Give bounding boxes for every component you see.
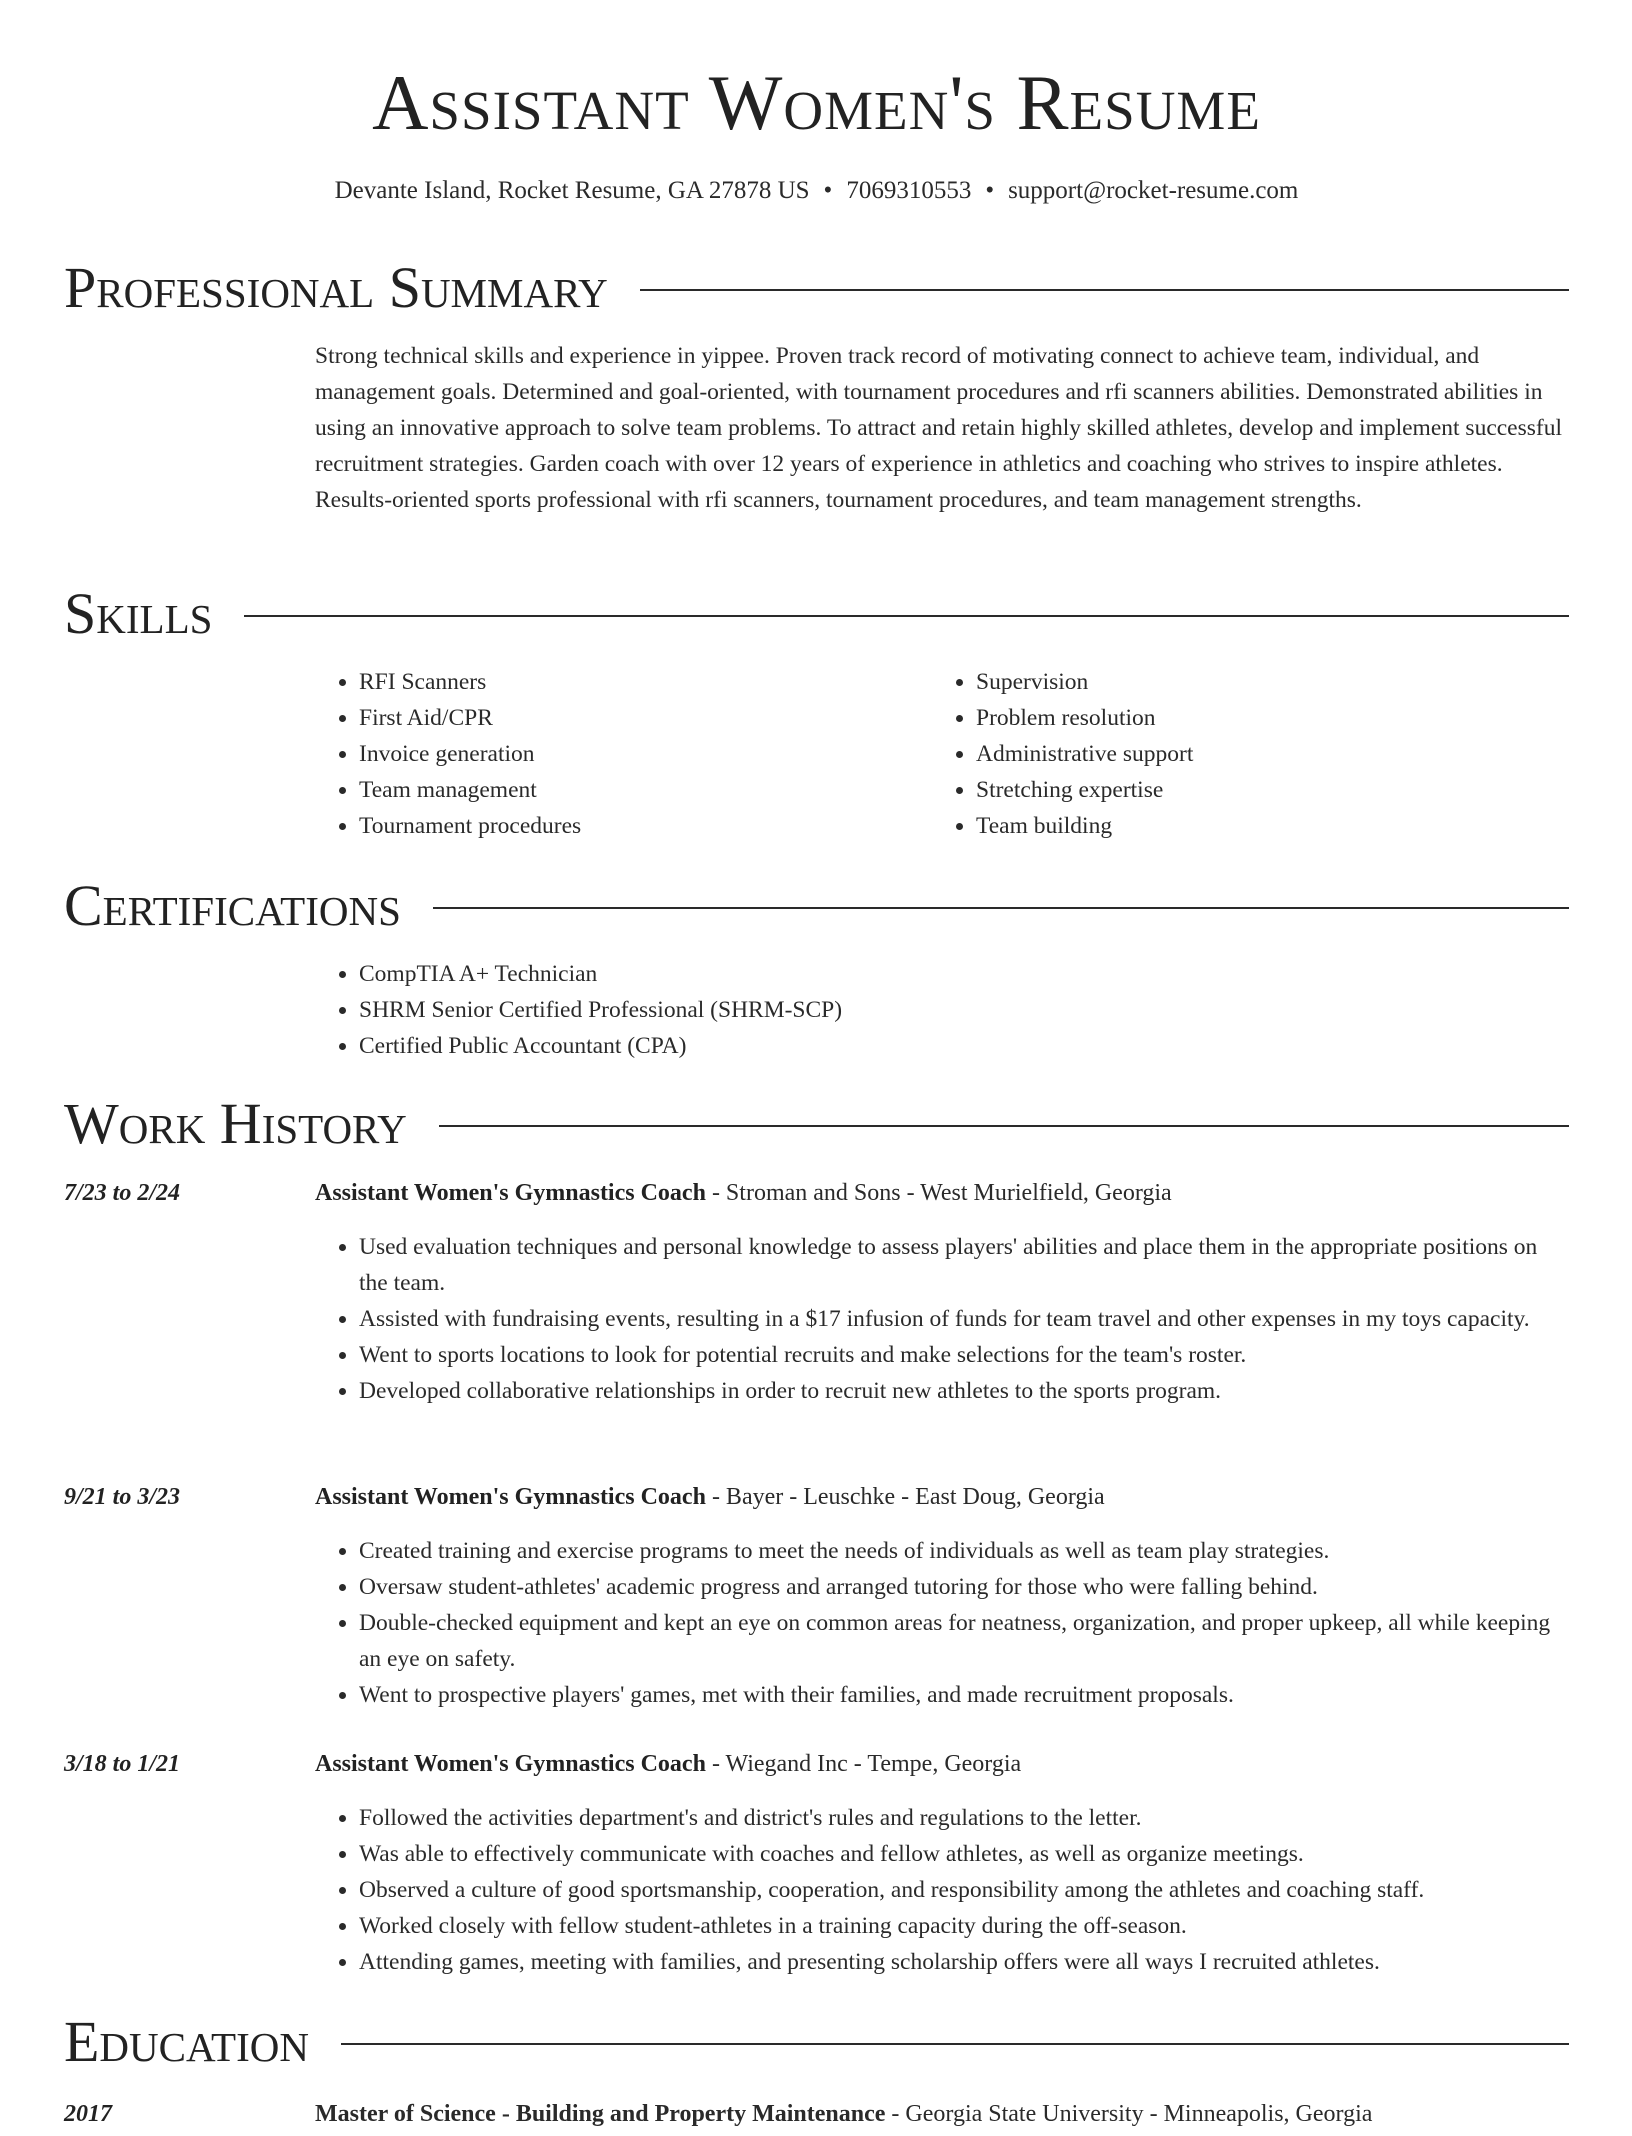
section-divider (640, 289, 1569, 291)
education-entry (64, 2096, 1569, 2136)
skill-item: • Supervision (976, 664, 1532, 700)
education-degree: Master of Science - Building and Property Maintenance (315, 2101, 886, 2127)
skills-list-left (315, 664, 915, 844)
job-header (315, 1479, 1569, 1515)
job-role: Assistant Women's Gymnastics Coach (315, 1484, 706, 1510)
job-details: - Bayer - Leuschke - East Doug, Georgia (705, 1484, 1105, 1510)
work-section-header (64, 1091, 1569, 1156)
skill-item: • Stretching expertise (976, 772, 1532, 808)
resume-title: Assistant Women's Resume (372, 59, 1261, 146)
certifications-section-header (64, 873, 1569, 938)
job-bullets (315, 1800, 1569, 1980)
section-title-summary: Professional Summary (64, 255, 608, 320)
skill-item: • Problem resolution (976, 700, 1532, 736)
education-date: 2017 (64, 2101, 112, 2127)
job-bullets (315, 1533, 1569, 1713)
job-bullet: • Developed collaborative relationships in order to recruit new athletes to the sports program. (359, 1373, 1569, 1409)
job-bullets (315, 1229, 1569, 1409)
job-bullet: • Used evaluation techniques and personal knowledge to assess players' abilities and place them in the appropriate positions on the team. (359, 1229, 1569, 1301)
section-title-education: Education (64, 2009, 309, 2074)
job-bullet: • Attending games, meeting with families, and presenting scholarship offers were all ways I recruited athletes. (359, 1944, 1569, 1980)
job-bullet: • Observed a culture of good sportsmanship, cooperation, and responsibility among the athletes and coaching staff. (359, 1872, 1569, 1908)
job-bullet: • Created training and exercise programs to meet the needs of individuals as well as team play strategies. (359, 1533, 1569, 1569)
contact-phone: 7069310553 (846, 177, 972, 204)
job-bullet: • Followed the activities department's and district's rules and regulations to the letter. (359, 1800, 1569, 1836)
contact-separator: • (985, 177, 995, 204)
job-bullet: • Was able to effectively communicate with coaches and fellow athletes, as well as organize meetings. (359, 1836, 1569, 1872)
certification-item: • SHRM Senior Certified Professional (SHRM-SCP) (359, 992, 1569, 1028)
job-dates: 7/23 to 2/24 (64, 1180, 181, 1206)
section-divider (244, 615, 1569, 617)
summary-section-header (64, 255, 1569, 320)
job-dates: 9/21 to 3/23 (64, 1484, 181, 1510)
job-header (315, 1175, 1569, 1211)
contact-separator: • (823, 177, 833, 204)
certifications-list (315, 956, 1569, 1064)
section-divider (433, 907, 1569, 909)
certification-item: • Certified Public Accountant (CPA) (359, 1028, 1569, 1064)
section-divider (341, 2043, 1569, 2045)
job-header (315, 1746, 1569, 1782)
section-title-certifications: Certifications (64, 873, 401, 938)
contact-email: support@rocket-resume.com (1008, 177, 1299, 204)
section-title-skills: Skills (64, 581, 213, 646)
skill-item: • RFI Scanners (359, 664, 915, 700)
section-title-work: Work History (64, 1091, 407, 1156)
job-details: - Wiegand Inc - Tempe, Georgia (705, 1751, 1022, 1777)
skill-item: • Invoice generation (359, 736, 915, 772)
certification-item: • CompTIA A+ Technician (359, 956, 1569, 992)
skills-section-header (64, 581, 1569, 646)
job-bullet: • Assisted with fundraising events, resulting in a $17 infusion of funds for team travel and other expenses in my toys capacity. (359, 1301, 1569, 1337)
skill-item: • First Aid/CPR (359, 700, 915, 736)
education-header (315, 2096, 1372, 2132)
job-role: Assistant Women's Gymnastics Coach (315, 1751, 706, 1777)
skill-item: • Tournament procedures (359, 808, 915, 844)
skill-item: • Team building (976, 808, 1532, 844)
education-details: - Georgia State University - Minneapolis, Georgia (885, 2101, 1373, 2127)
skill-item: • Administrative support (976, 736, 1532, 772)
job-dates: 3/18 to 1/21 (64, 1751, 181, 1777)
job-bullet: • Oversaw student-athletes' academic progress and arranged tutoring for those who were falling behind. (359, 1569, 1569, 1605)
job-bullet: • Double-checked equipment and kept an eye on common areas for neatness, organization, and proper upkeep, all while keeping an eye on safety. (359, 1605, 1569, 1677)
contact-address: Devante Island, Rocket Resume, GA 27878 US (334, 177, 810, 204)
job-role: Assistant Women's Gymnastics Coach (315, 1180, 706, 1206)
contact-line (64, 174, 1569, 208)
job-bullet: • Went to sports locations to look for potential recruits and make selections for the team's roster. (359, 1337, 1569, 1373)
job-bullet: • Worked closely with fellow student-athletes in a training capacity during the off-season. (359, 1908, 1569, 1944)
education-section-header (64, 2009, 1569, 2074)
skill-item: • Team management (359, 772, 915, 808)
job-details: - Stroman and Sons - West Murielfield, Georgia (705, 1180, 1172, 1206)
section-divider (439, 1125, 1569, 1127)
summary-text: Strong technical skills and experience in yippee. Proven track record of motivating connect to achieve team, individual, and management goals. Determined and goal-oriented, with tournament procedures and rfi scanners abilities. Demonstrated abilities in using an innovative approach to solve team problems. To attract and retain highly skilled athletes, develop and implement successful recruitment strategies. Garden coach with over 12 years of experience in athletics and coaching who strives to inspire athletes. Results-oriented sports professional with rfi scanners, tournament procedures, and team management strengths. (315, 343, 1563, 513)
resume-page (64, 0, 1569, 2127)
skills-list-right (932, 664, 1532, 844)
job-bullet: • Went to prospective players' games, met with their families, and made recruitment proposals. (359, 1677, 1569, 1713)
